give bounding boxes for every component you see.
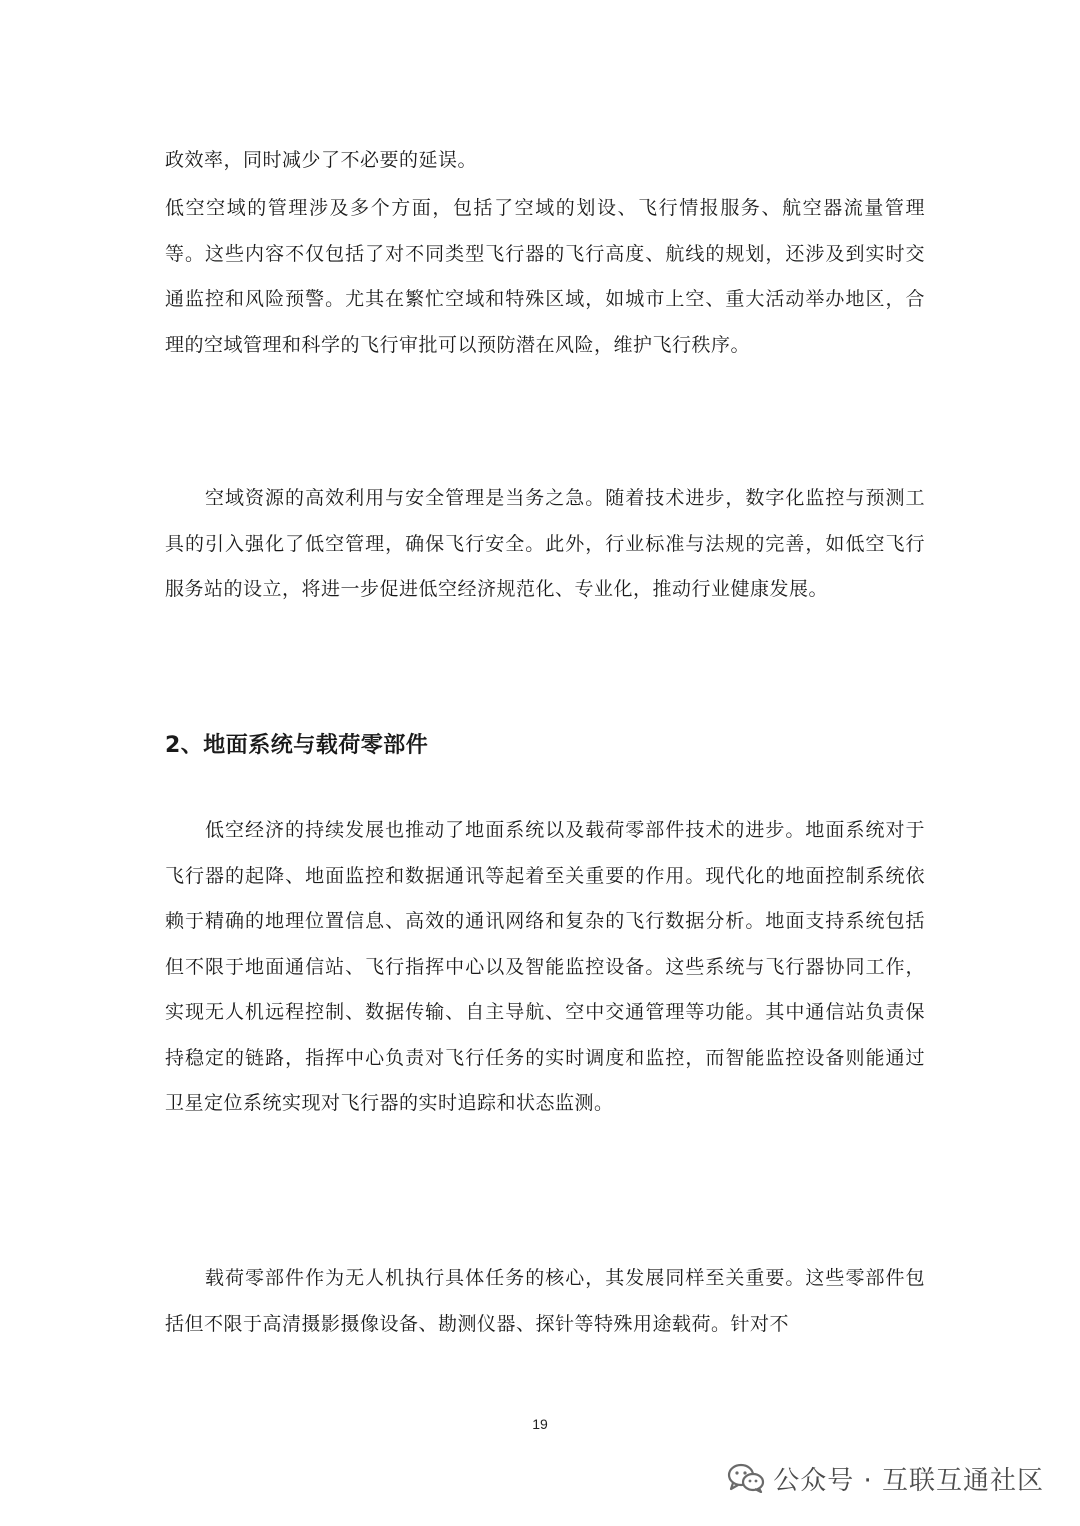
- watermark: [727, 1456, 1044, 1500]
- paragraph-payload-components: 载荷零部件作为无人机执行具体任务的核心，其发展同样至关重要。这些零部件包括但不限于高清摄影摄像设备、勘测仪器、探针等特殊用途载荷。针对不: [165, 1267, 925, 1335]
- paragraph-airspace-management: 低空空域的管理涉及多个方面，包括了空域的划设、飞行情报服务、航空器流量管理等。这些内容不仅包括了对不同类型飞行器的飞行高度、航线的规划，还涉及到实时交通监控和风险预警。尤其在繁忙空域和特殊区域，如城市上空、重大活动举办地区，合理的空域管理和科学的飞行审批可以预防潜在风险，维护飞行秩序。: [165, 197, 925, 356]
- watermark-text: 公众号 · 互联互通社区: [773, 1465, 1044, 1496]
- paragraph-airspace-resources: 空域资源的高效利用与安全管理是当务之急。随着技术进步，数字化监控与预测工具的引入强化了低空管理，确保飞行安全。此外，行业标准与法规的完善，如低空飞行服务站的设立，将进一步促进低空经济规范化、专业化，推动行业健康发展。: [165, 487, 925, 600]
- page-number: 19: [532, 1416, 548, 1432]
- paragraph-continued: 政效率，同时减少了不必要的延误。: [165, 149, 478, 171]
- paragraph-ground-systems: 低空经济的持续发展也推动了地面系统以及载荷零部件技术的进步。地面系统对于飞行器的起降、地面监控和数据通讯等起着至关重要的作用。现代化的地面控制系统依赖于精确的地理位置信息、高效的通讯网络和复杂的飞行数据分析。地面支持系统包括但不限于地面通信站、飞行指挥中心以及智能监控设备。这些系统与飞行器协同工作，实现无人机远程控制、数据传输、自主导航、空中交通管理等功能。其中通信站负责保持稳定的链路，指挥中心负责对飞行任务的实时调度和监控，而智能监控设备则能通过卫星定位系统实现对飞行器的实时追踪和状态监测。: [165, 819, 925, 1114]
- section-heading: 2、地面系统与载荷零部件: [165, 733, 429, 758]
- wechat-icon: [727, 1463, 765, 1493]
